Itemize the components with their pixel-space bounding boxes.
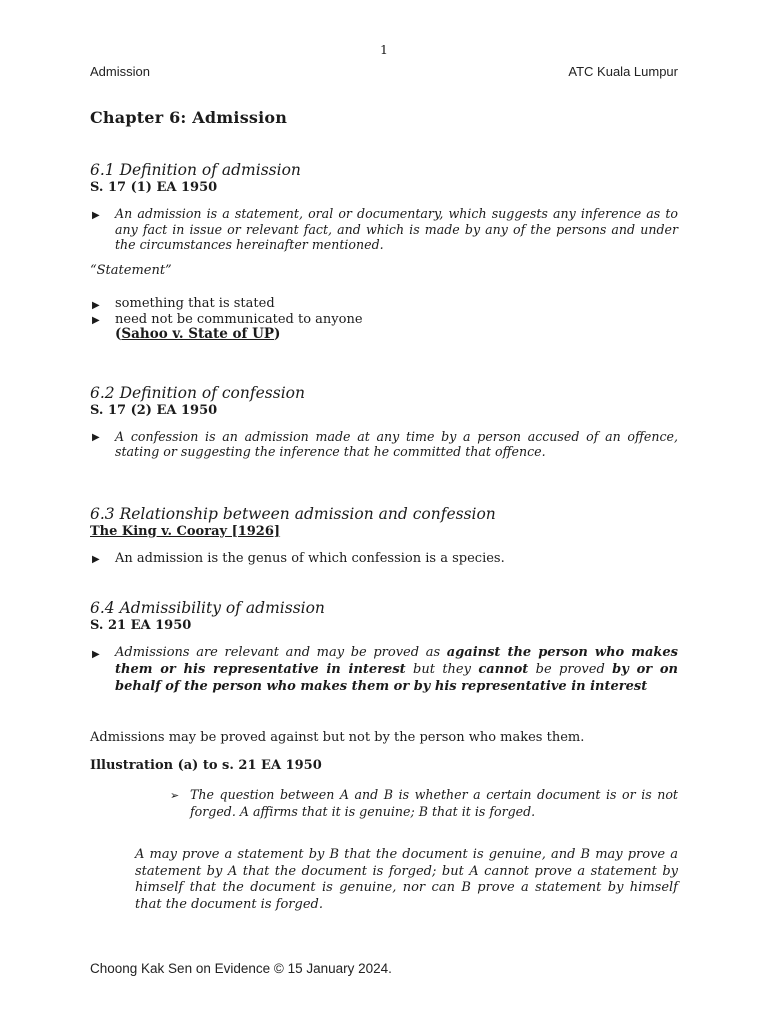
illustration-heading: Illustration (a) to s. 21 EA 1950 xyxy=(90,757,322,773)
header-right: ATC Kuala Lumpur xyxy=(568,64,678,79)
point-item xyxy=(90,296,678,312)
section-6-2-statute: S. 17 (2) EA 1950 xyxy=(90,402,218,418)
definition-text: An admission is a statement, oral or documentary, which suggests any inference as to any fact in issue or relevant fact, and which is made by any of the persons and under the circumstances hereinafter mentioned. xyxy=(115,206,678,252)
point-text: need not be communicated to anyone xyxy=(115,311,363,327)
triangle-bullet-icon: ▶ xyxy=(92,209,100,221)
arrow-bullet-icon: ➢ xyxy=(170,788,180,802)
section-6-1-statute: S. 17 (1) EA 1950 xyxy=(90,180,218,195)
section-6-4-definition xyxy=(90,644,678,695)
illustration-answer: A may prove a statement by B that the document is genuine, and B may prove a statement by A that the document is forged; but A cannot prove a statement by himself that the document is genuine, nor can B prove a statement by himself that the document is forged. xyxy=(135,847,678,912)
illustration-question xyxy=(90,786,678,820)
triangle-bullet-icon: ▶ xyxy=(92,648,100,660)
point-text: An admission is the genus of which confession is a species. xyxy=(115,550,505,566)
definition-rich-text: Admissions are relevant and may be proved as against the person who makes them or his representative in interest but they cannot be proved by or on behalf of the person who makes them or by his representative in interest xyxy=(115,645,679,694)
page-number: 1 xyxy=(380,42,388,57)
page-header xyxy=(90,64,678,80)
section-6-3-case xyxy=(90,524,678,539)
case-name: Sahoo v. State of UP xyxy=(121,326,274,342)
triangle-bullet-icon: ▶ xyxy=(92,299,100,311)
case-name: The King v. Cooray [1926] xyxy=(90,523,281,539)
section-6-1-heading: 6.1 Definition of admission xyxy=(90,161,301,179)
section-6-4-heading: 6.4 Admissibility of admission xyxy=(90,599,325,617)
case-citation xyxy=(90,327,678,343)
term-label: “Statement” xyxy=(90,262,172,278)
illustration-question-text: The question between A and B is whether a certain document is or is not forged. A affirms that it is genuine; B that it is forged. xyxy=(190,787,678,819)
paren-open: ( xyxy=(115,326,122,342)
section-6-2-definition xyxy=(90,429,678,460)
point-text: something that is stated xyxy=(115,296,275,311)
triangle-bullet-icon: ▶ xyxy=(92,315,100,326)
paren-close: ) xyxy=(274,326,281,342)
section-6-1-definition xyxy=(90,206,678,253)
section-6-3-heading: 6.3 Relationship between admission and confession xyxy=(90,504,496,523)
points-list xyxy=(90,296,678,343)
section-6-4-statute: S. 21 EA 1950 xyxy=(90,618,192,633)
triangle-bullet-icon: ▶ xyxy=(92,554,100,565)
note-text: Admissions may be proved against but not by the person who makes them. xyxy=(90,730,585,745)
section-6-2-heading: 6.2 Definition of confession xyxy=(90,383,305,402)
footer-credit: Choong Kak Sen on Evidence © 15 January 2024. xyxy=(90,961,392,976)
chapter-title: Chapter 6: Admission xyxy=(90,108,288,127)
triangle-bullet-icon: ▶ xyxy=(92,432,100,443)
header-left: Admission xyxy=(90,64,150,79)
point-item xyxy=(90,312,678,328)
section-6-3-point xyxy=(90,551,678,567)
definition-text: A confession is an admission made at any time by a person accused of an offence, stating or suggesting the inference that he committed that offence. xyxy=(115,428,678,459)
